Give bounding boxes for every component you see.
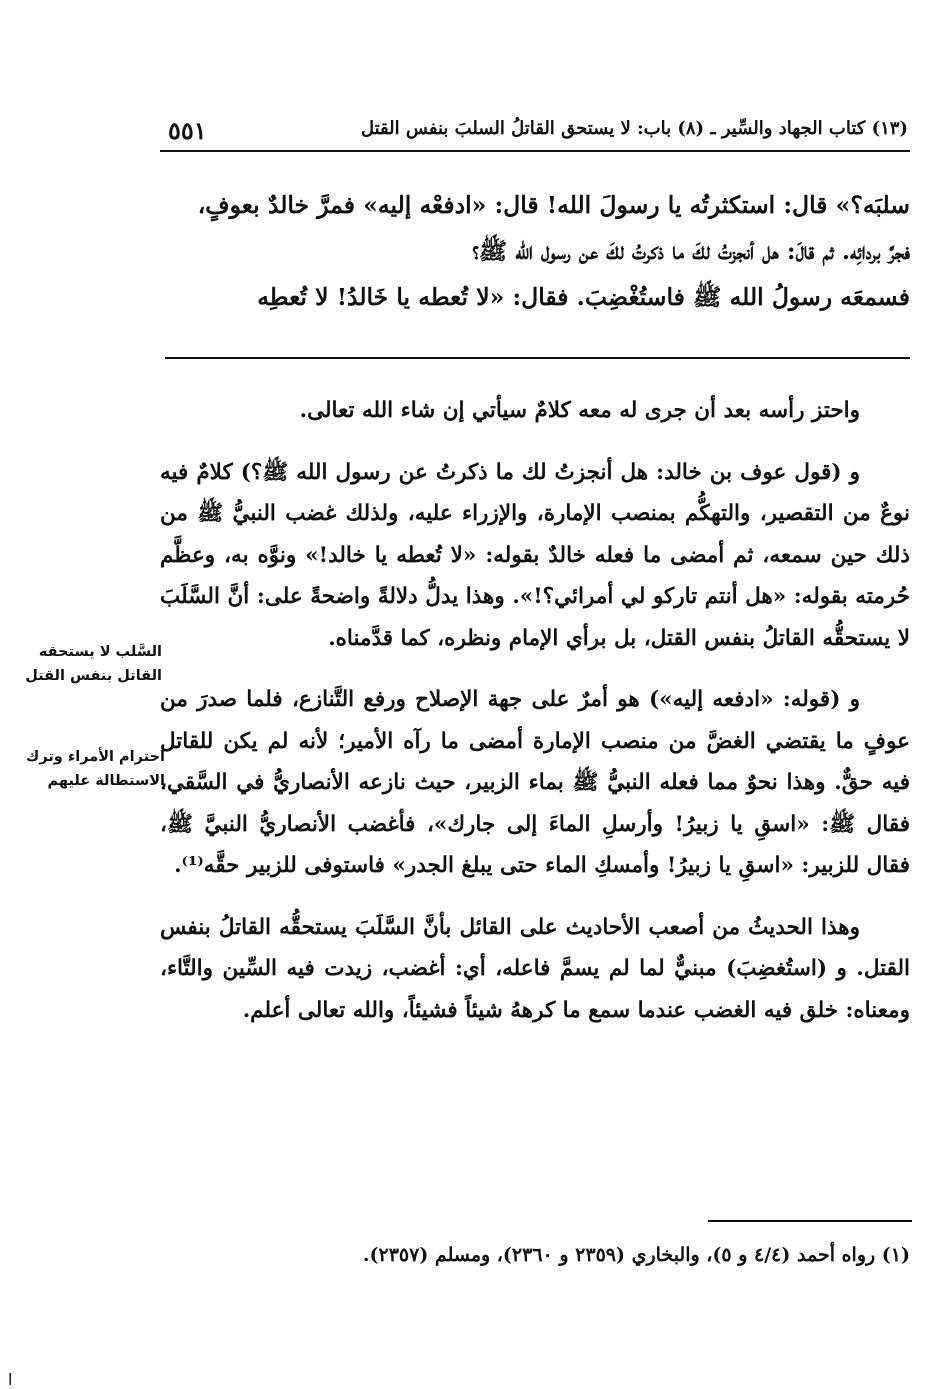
hadith-line: فجرَّ بردائِه. ثم قالَ: هل أنجزتُ لكَ ما ذكرتُ لكَ عن رسول الله ﷺ؟ [472,237,910,265]
commentary-paragraph: و (قوله: «ادفعه إليه») هو أمرٌ على جهة الإصلاح ورفع التَّنازع، فلما صدرَ من عوفٍ ما يقتضي الغضَّ من منصب الإمارة أمضى ما رآه الأمير؛ لأنه لم يكن للقاتل فيه حقٌّ. وهذا نحوٌ مما فعله النبيُّ ﷺ بماء الزبير، حيث نازعه الأنصاريُّ في السَّقي، فقال ﷺ: «اسقِ يا زبيرُ! وأرسلِ الماءَ إلى جارك»، فأغضب الأنصاريُّ النبيَّ ﷺ، فقال للزبير: «اسقِ يا زبيرُ! وأمسكِ الماء حتى يبلغ الجدر» فاستوفى للزبير حقَّه⁽¹⁾. [160,687,910,878]
commentary-text [160,390,910,1051]
page-header [160,110,910,152]
page-number: ٥٥١ [168,116,207,145]
hadith-divider [165,357,910,359]
hadith-text [160,182,910,320]
commentary-paragraph: واحتز رأسه بعد أن جرى له معه كلامٌ سيأتي إن شاء الله تعالى. [299,398,860,423]
margin-note: احترام الأمراء وترك الاستطالة عليهم [26,749,165,789]
commentary-paragraph: و (قول عوف بن خالد: هل أنجزتُ لك ما ذكرتُ عن رسول الله ﷺ؟) كلامٌ فيه نوعٌ من التقصير، والتهكُّم بمنصب الإمارة، والإزراء عليه، ولذلك غضب النبيُّ ﷺ من ذلك حين سمعه، ثم أمضى ما فعله خالدٌ بقوله: «لا تُعطه يا خالد!» ونوَّه به، وعظَّم حُرمته بقوله: «هل أنتم تاركو لي أمرائي؟!». وهذا يدلُّ دلالةً واضحةً على: أنَّ السَّلَبَ لا يستحقُّه القاتلُ بنفس القتل، بل برأي الإمام ونظره، كما قدَّمناه. [160,459,910,651]
hadith-line: سلبَه؟» قال: استكثرتُه يا رسولَ الله! قال: «ادفعْه إليه» فمرَّ خالدٌ بعوفٍ، [197,191,910,219]
corner-mark: ا [8,1370,13,1389]
running-title: (١٣) كتاب الجهاد والسِّير ـ (٨) باب: لا يستحق القاتلُ السلبَ بنفس القتل [360,118,908,139]
margin-note: السَّلب لا يستحقه القاتل بنفس القتل [25,644,162,684]
commentary-paragraph: وهذا الحديثُ من أصعب الأحاديث على القائل بأنَّ السَّلَبَ يستحقُّه القاتلُ بنفس القتل. و (استُغضِبَ) مبنيٌّ لما لم يسمَّ فاعله، أي: أغضب، زيدت فيه السِّين والتَّاء، ومعناه: خلق فيه الغضب عندما سمع ما كرههُ شيئاً فشيئاً، والله تعالى أعلم. [160,914,910,1023]
footnote-divider [708,1220,912,1222]
hadith-line: فسمعَه رسولُ الله ﷺ فاستُغْضِبَ. فقال: «لا تُعطه يا خَالدُ! لا تُعطِه [257,283,910,311]
footnote: (١) رواه أحمد (٤/٤ و ٥)، والبخاري (٢٣٥٩ و ٢٣٦٠)، ومسلم (٢٣٥٧). [362,1244,910,1266]
